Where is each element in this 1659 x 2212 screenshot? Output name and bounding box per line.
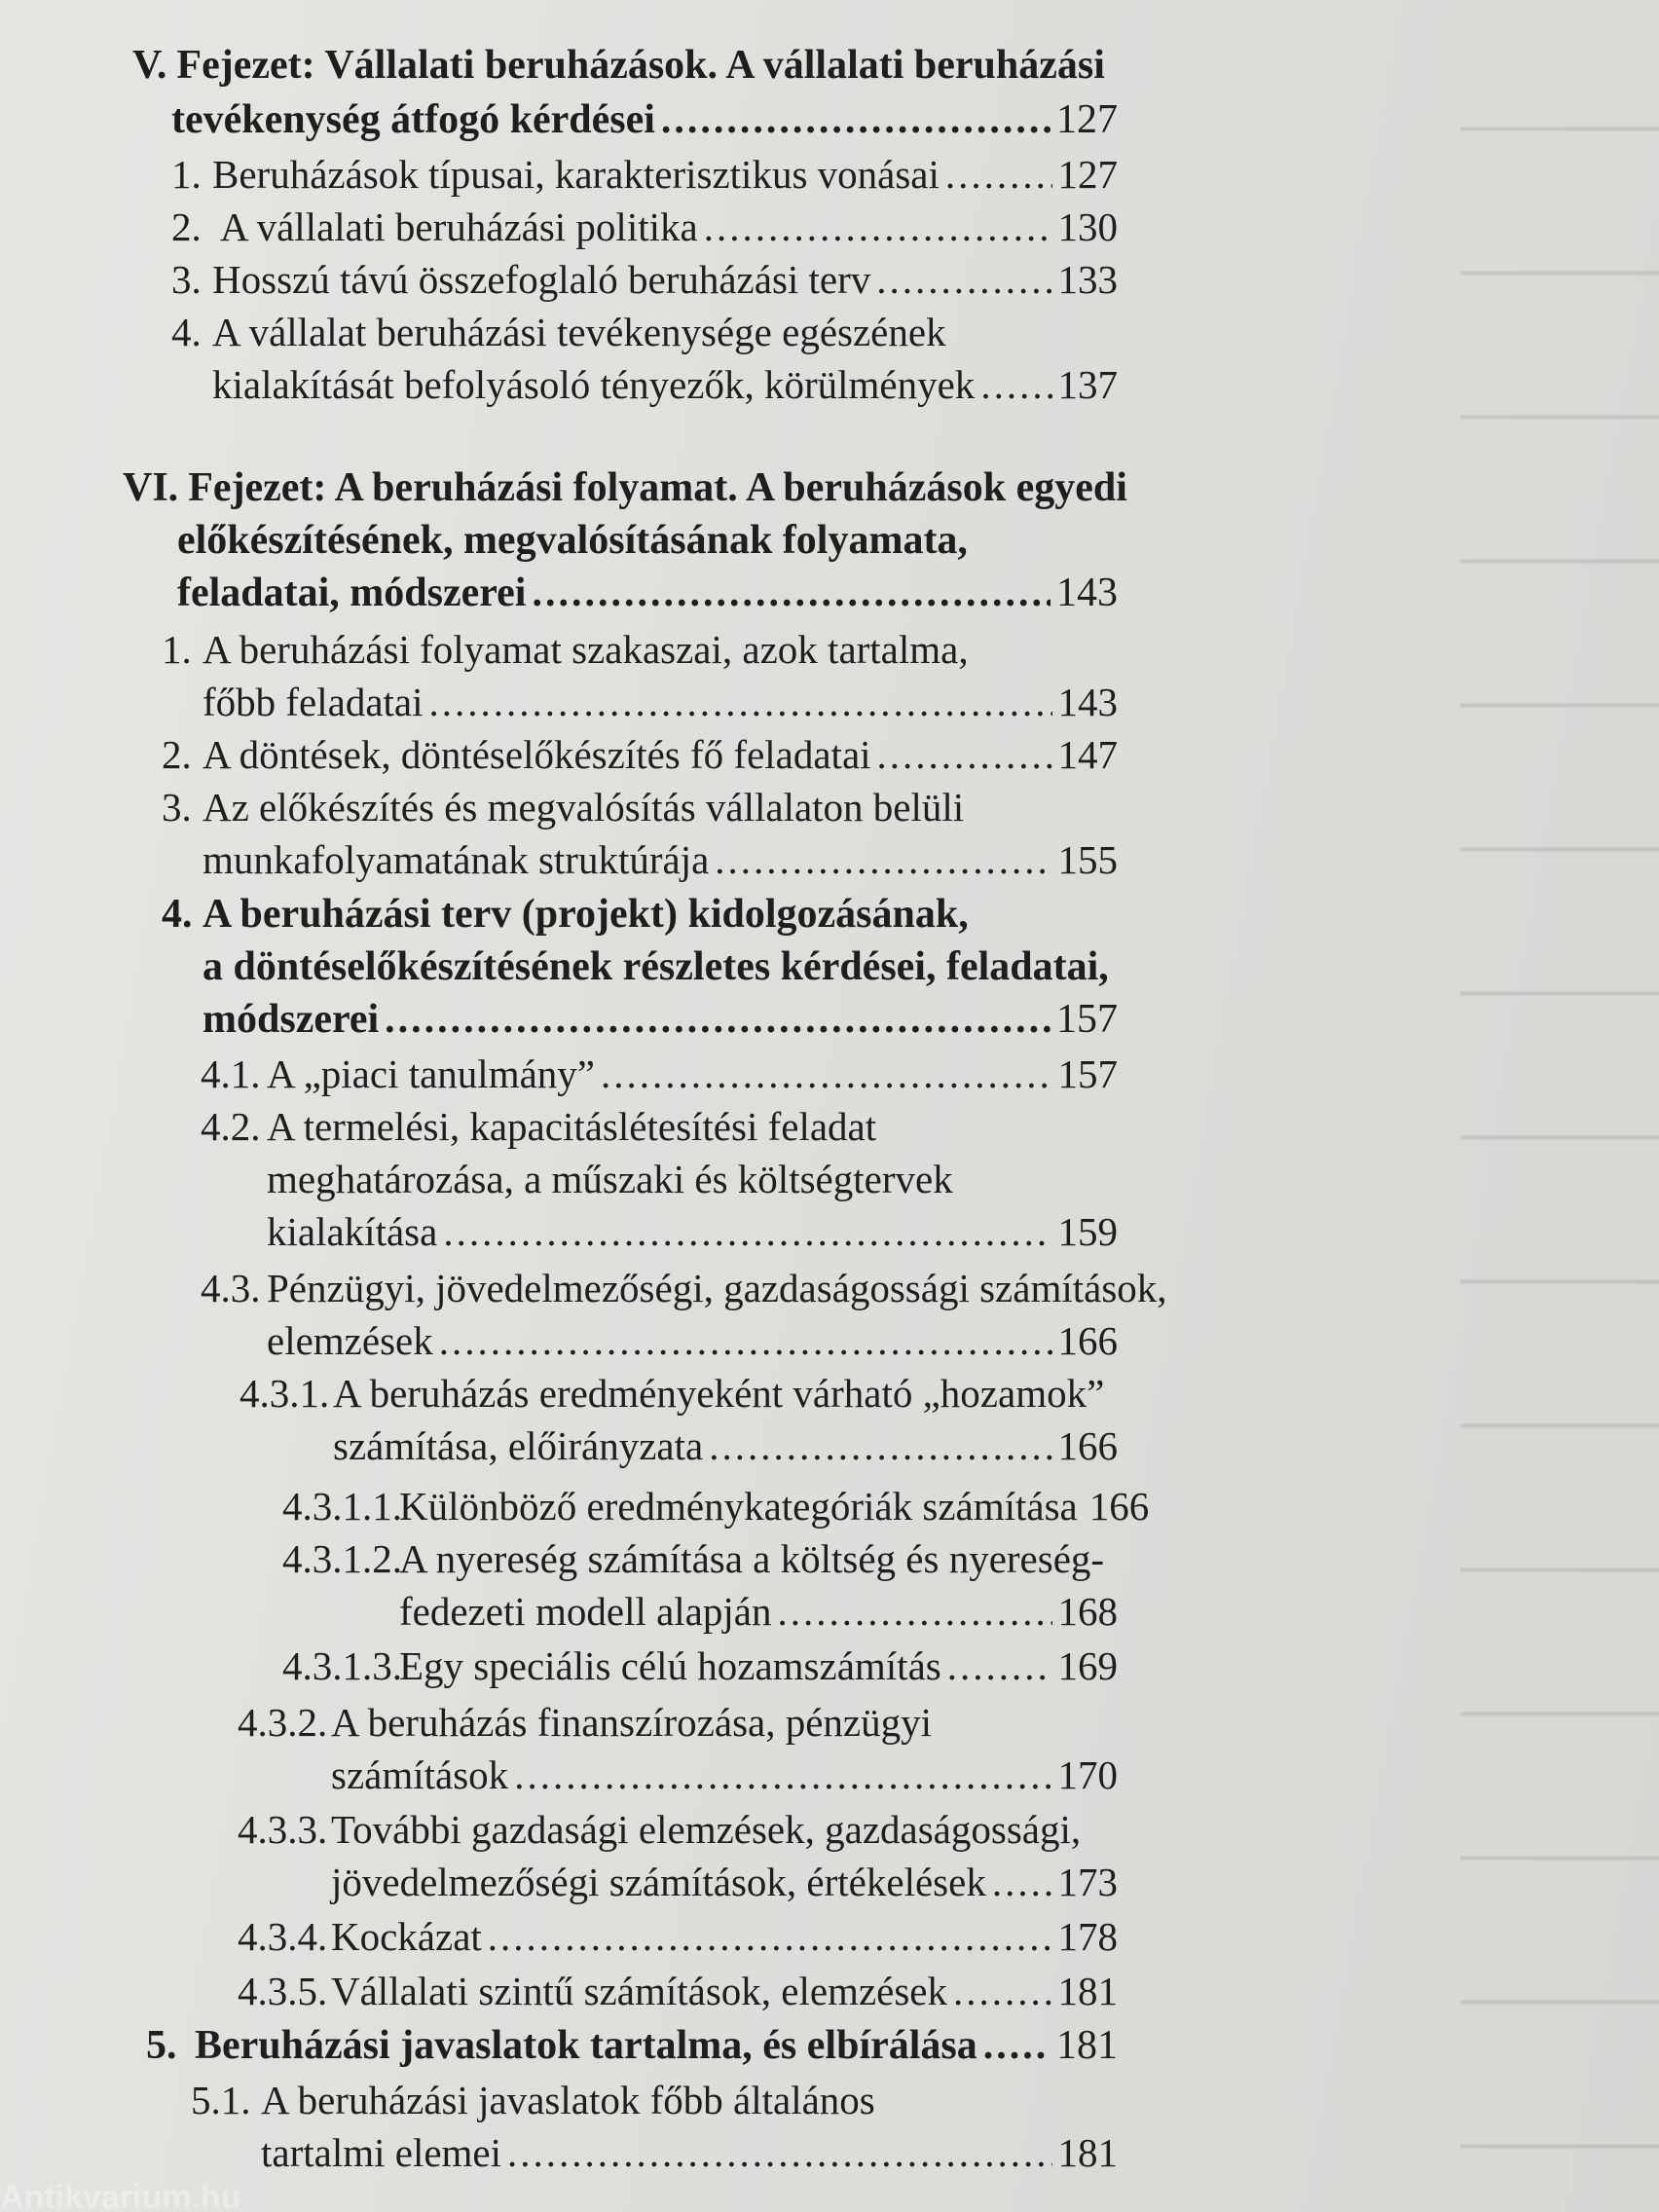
- entry-title: Különböző eredménykategóriák számítása: [399, 1484, 1078, 1529]
- page-number: 181: [1057, 2130, 1118, 2175]
- toc-chapter-heading: [177, 567, 1118, 619]
- leader-dots: [953, 1965, 1052, 2017]
- entry-title: A beruházás finanszírozása, pénzügyi: [331, 1700, 933, 1745]
- toc-entry: [331, 1856, 1118, 1908]
- entry-number: 3.: [162, 785, 192, 830]
- entry-number: 4.3.: [201, 1266, 261, 1310]
- entry-number: 4.: [171, 310, 202, 354]
- page-number: 130: [1057, 204, 1118, 249]
- entry-number: 2.: [171, 204, 202, 249]
- entry-title: A nyereség számítása a költség és nyereség-: [399, 1536, 1105, 1581]
- toc-entry: [171, 148, 1118, 201]
- entry-number: 4.3.1.3.: [282, 1643, 402, 1688]
- toc-entry: [203, 833, 1118, 886]
- toc-entry: [267, 1314, 1118, 1367]
- toc-entry: [399, 1585, 1118, 1638]
- toc-chapter-heading: [171, 93, 1118, 146]
- page-number: 159: [1057, 1209, 1118, 1254]
- entry-title: fedezeti modell alapján: [399, 1589, 772, 1634]
- leader-dots: [488, 1910, 1052, 1963]
- leader-dots: [877, 728, 1052, 781]
- leader-dots: [443, 1205, 1051, 1258]
- entry-title: Kockázat: [331, 1914, 482, 1959]
- toc-entry: [201, 1048, 1118, 1100]
- entry-title: A beruházás eredményeként várható „hozamok”: [333, 1371, 1105, 1416]
- entry-title: meghatározása, a műszaki és költségtervek: [267, 1157, 953, 1201]
- entry-number: 2.: [162, 732, 192, 777]
- entry-number: 4.3.1.2.: [282, 1536, 402, 1581]
- entry-title: Az előkészítés és megvalósítás vállalaton belüli: [203, 785, 965, 830]
- entry-title: Egy speciális célú hozamszámítás: [399, 1643, 941, 1688]
- chapter-title: feladatai, módszerei: [177, 571, 527, 615]
- watermark: Antikvarium.hu: [0, 2183, 241, 2212]
- entry-number: 1.: [162, 627, 192, 672]
- entry-title: tartalmi elemei: [261, 2130, 502, 2175]
- leader-dots: [980, 358, 1051, 411]
- leader-dots: [601, 1048, 1052, 1100]
- page-number: 157: [1056, 997, 1118, 1042]
- entry-number: 5.1.: [191, 2078, 251, 2122]
- page-number: 143: [1056, 571, 1118, 615]
- entry-title: A döntések, döntéselőkészítés fő feladatai: [203, 732, 871, 777]
- toc-entry: [238, 1803, 1118, 1856]
- entry-number: 1.: [171, 152, 202, 197]
- entry-title: A beruházási folyamat szakaszai, azok tartalma,: [203, 627, 969, 672]
- entry-number: 4.3.5.: [238, 1969, 328, 2013]
- entry-title: A beruházási javaslatok főbb általános: [261, 2078, 875, 2122]
- entry-title: jövedelmezőségi számítások, értékelések: [331, 1860, 986, 1904]
- entry-title: A vállalat beruházási tevékenysége egészének: [212, 310, 946, 354]
- toc-entry: [282, 1532, 1118, 1585]
- toc-entry: [171, 253, 1118, 306]
- leader-dots: [507, 2126, 1051, 2179]
- entry-title: Hosszú távú összefoglaló beruházási terv: [212, 257, 871, 302]
- toc-section-heading: [162, 888, 1125, 940]
- toc-section-heading: [203, 940, 1125, 993]
- leader-dots: [992, 1856, 1052, 1908]
- page-number: 157: [1057, 1051, 1118, 1096]
- leader-dots: [532, 567, 1051, 619]
- entry-title: kialakítását befolyásoló tényezők, körülmények: [212, 362, 976, 407]
- page-number: 178: [1057, 1914, 1118, 1959]
- page-number: 137: [1057, 362, 1118, 407]
- entry-number: 4.3.4.: [238, 1914, 328, 1959]
- entry-title: módszerei: [203, 997, 380, 1042]
- entry-title: További gazdasági elemzések, gazdaságossági,: [331, 1807, 1082, 1852]
- toc-entry: [282, 1480, 1150, 1532]
- entry-title: munkafolyamatának struktúrája: [203, 837, 710, 882]
- toc-chapter-heading: [132, 39, 1106, 92]
- entry-number: 4.1.: [201, 1051, 261, 1096]
- entry-number: 4.3.3.: [238, 1807, 328, 1852]
- page-number: 155: [1057, 837, 1118, 882]
- toc-entry: [333, 1419, 1118, 1472]
- entry-number: 5.: [146, 2023, 177, 2068]
- leader-dots: [777, 1585, 1051, 1638]
- toc-section-heading: [146, 2019, 1118, 2072]
- leader-dots: [947, 1640, 1052, 1692]
- toc-entry: [201, 1100, 1118, 1153]
- entry-title: A beruházási terv (projekt) kidolgozásának,: [203, 892, 969, 937]
- toc-entry: [267, 1205, 1118, 1258]
- toc-entry: [162, 623, 1118, 676]
- chapter-number: V.: [132, 43, 167, 88]
- leader-dots: [709, 1419, 1051, 1472]
- leader-dots: [945, 148, 1052, 201]
- page-number: 173: [1057, 1860, 1118, 1904]
- toc-chapter-heading: [123, 461, 1125, 514]
- toc-entry: [171, 201, 1118, 253]
- leader-dots: [876, 253, 1051, 306]
- entry-title: a döntéselőkészítésének részletes kérdései, feladatai,: [203, 944, 1109, 989]
- toc-entry: [331, 1749, 1118, 1801]
- entry-title: Vállalati szintű számítások, elemzések: [331, 1969, 947, 2013]
- page-number: 147: [1057, 732, 1118, 777]
- entry-number: 4.: [162, 892, 193, 937]
- leader-dots: [983, 2019, 1051, 2072]
- entry-number: 4.3.2.: [238, 1700, 328, 1745]
- chapter-title: Fejezet: Vállalati beruházások. A vállalati beruházási: [176, 43, 1105, 88]
- page-number: 170: [1057, 1752, 1118, 1797]
- entry-title: Beruházási javaslatok tartalma, és elbírálása: [195, 2023, 977, 2068]
- leader-dots: [715, 833, 1051, 886]
- page-number: 127: [1057, 152, 1118, 197]
- page-number: 168: [1057, 1589, 1118, 1634]
- page-number: 143: [1057, 680, 1118, 724]
- toc-entry: [261, 2126, 1118, 2179]
- toc-entry: [162, 728, 1118, 781]
- leader-dots: [514, 1749, 1051, 1801]
- leader-dots: [429, 676, 1052, 728]
- entry-title: számítások: [331, 1752, 509, 1797]
- leader-dots: [439, 1314, 1052, 1367]
- entry-title: A termelési, kapacitáslétesítési feladat: [267, 1104, 877, 1149]
- page-number: 166: [1057, 1423, 1118, 1468]
- page-number: 133: [1057, 257, 1118, 302]
- entry-title: Pénzügyi, jövedelmezőségi, gazdaságossági számítások,: [267, 1266, 1167, 1310]
- page-number: 169: [1057, 1643, 1118, 1688]
- entry-number: 4.3.1.1.: [282, 1484, 402, 1529]
- entry-title: Beruházások típusai, karakterisztikus vonásai: [212, 152, 940, 197]
- entry-title: A „piaci tanulmány”: [267, 1051, 595, 1096]
- chapter-title: Fejezet: A beruházási folyamat. A beruházások egyedi: [188, 465, 1127, 510]
- entry-number: 4.2.: [201, 1104, 261, 1149]
- leader-dots: [661, 93, 1051, 146]
- page-number: 181: [1057, 1969, 1118, 2013]
- toc-entry: [238, 1696, 1118, 1749]
- toc-entry: [238, 1910, 1118, 1963]
- leader-dots: [385, 993, 1051, 1046]
- toc-entry: [162, 781, 1118, 833]
- entry-number: 4.3.1.: [240, 1371, 330, 1416]
- toc-entry: [238, 1965, 1118, 2017]
- leader-dots: [704, 201, 1052, 253]
- toc-entry: [203, 676, 1118, 728]
- toc-section-heading: [203, 993, 1118, 1046]
- toc-entry: [191, 2074, 1118, 2126]
- entry-title: elemzések: [267, 1318, 433, 1363]
- toc-chapter-heading: [177, 514, 1112, 567]
- page-number: 166: [1057, 1318, 1118, 1363]
- page-number: 166: [1088, 1484, 1150, 1529]
- toc-entry: [171, 306, 1118, 358]
- entry-title: számítása, előirányzata: [333, 1423, 704, 1468]
- toc-entry: [282, 1640, 1118, 1692]
- page-number: 127: [1056, 97, 1118, 142]
- toc-entry: [212, 358, 1118, 411]
- chapter-title: előkészítésének, megvalósításának folyamata,: [177, 518, 968, 563]
- page-number: 181: [1056, 2023, 1118, 2068]
- chapter-number: VI.: [123, 465, 179, 510]
- toc-entry: [267, 1153, 1118, 1205]
- toc-entry: [240, 1367, 1125, 1419]
- entry-title: kialakítása: [267, 1209, 438, 1254]
- entry-title: A vállalati beruházási politika: [220, 204, 698, 249]
- toc-entry: [201, 1262, 1167, 1314]
- chapter-title: tevékenység átfogó kérdései: [171, 97, 655, 142]
- entry-title: főbb feladatai: [203, 680, 424, 724]
- entry-number: 3.: [171, 257, 202, 302]
